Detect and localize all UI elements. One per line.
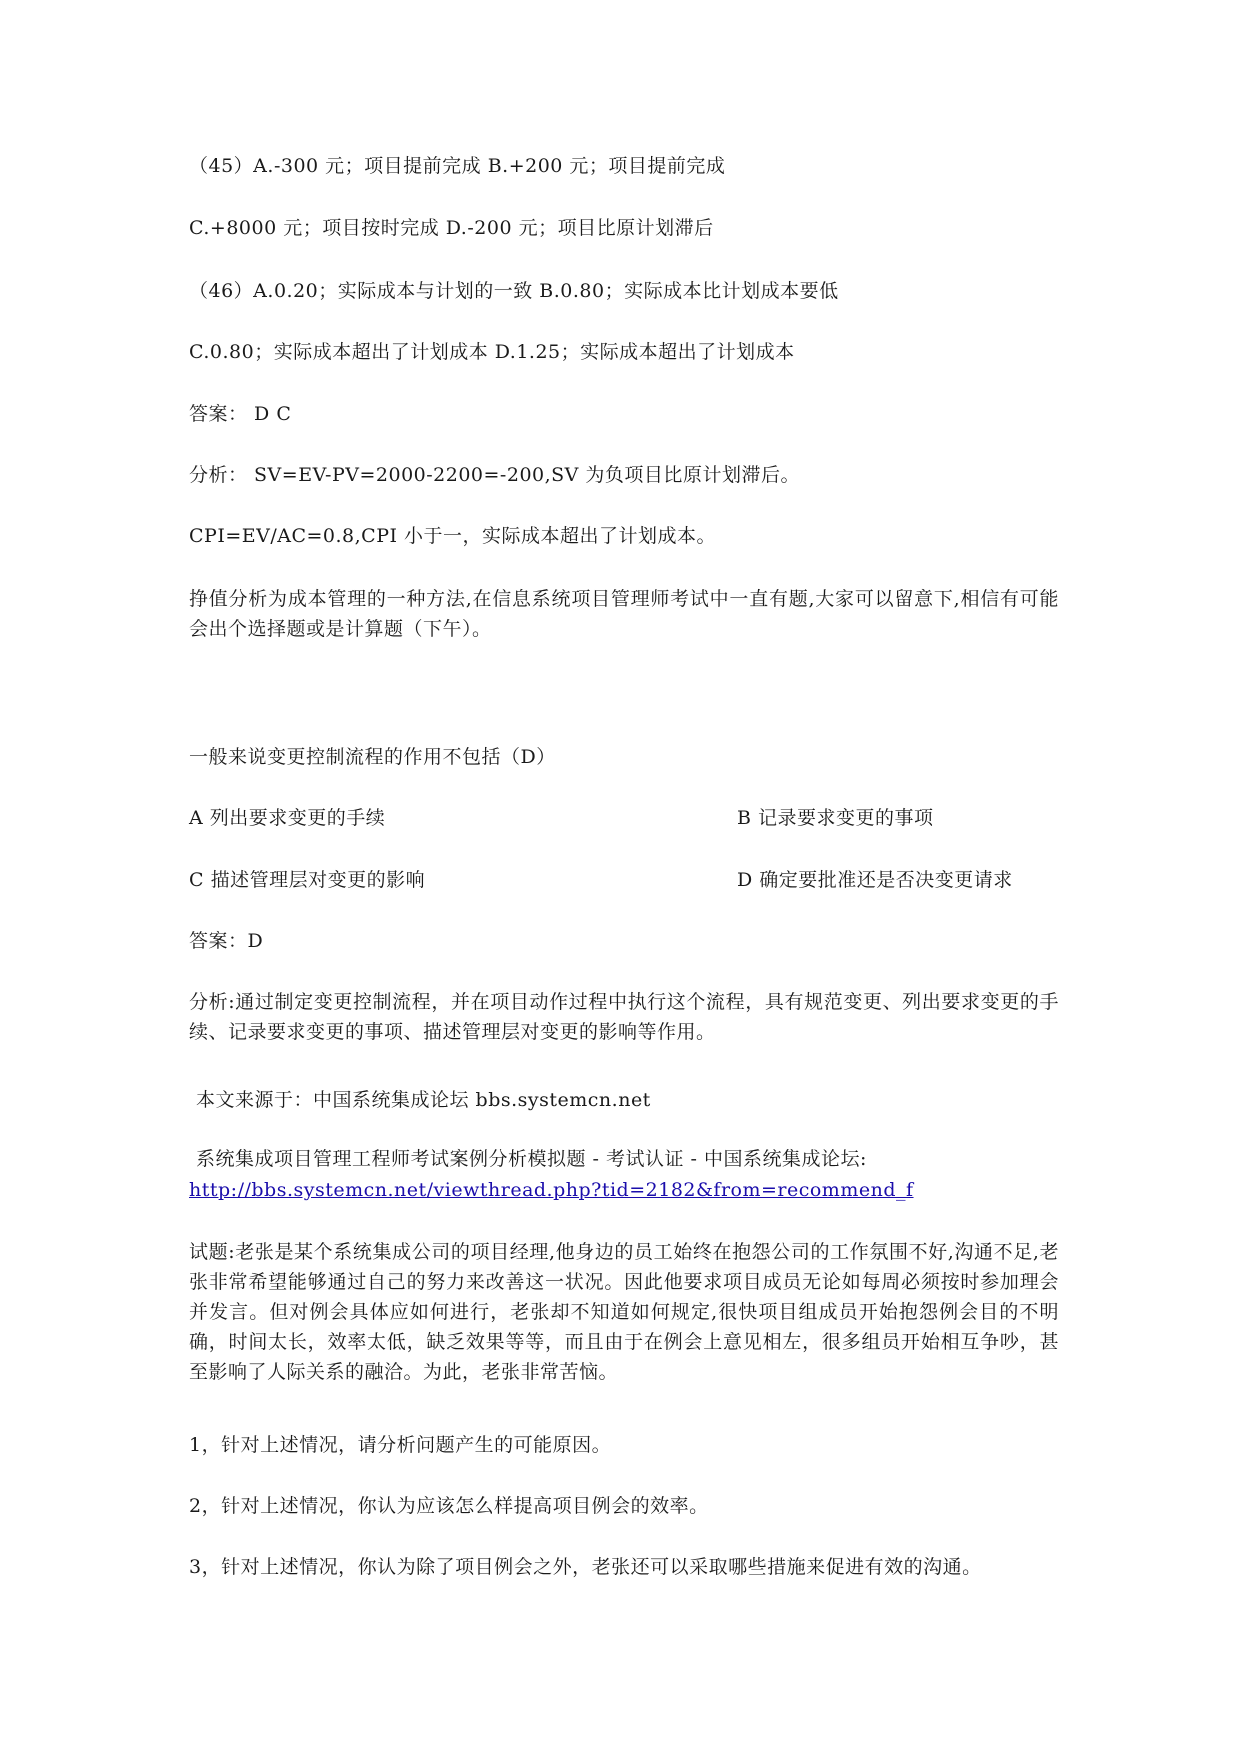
option-d: D 确定要批准还是否决变更请求	[737, 869, 1013, 891]
source-url-link[interactable]: http://bbs.systemcn.net/viewthread.php?tid=2182&from=recommend_f	[189, 1179, 914, 1201]
case-question-2: 2，针对上述情况，你认为应该怎么样提高项目例会的效率。	[189, 1495, 709, 1517]
option-a: A 列出要求变更的手续	[189, 807, 386, 829]
case-question-3: 3，针对上述情况，你认为除了项目例会之外，老张还可以采取哪些措施来促进有效的沟通。	[189, 1556, 982, 1578]
answer-text: 答案：D	[189, 930, 264, 952]
question-46-line-1: （46）A.0.20；实际成本与计划的一致 B.0.80；实际成本比计划成本要低	[189, 280, 839, 302]
analysis-cpi-text: CPI=EV/AC=0.8,CPI 小于一，实际成本超出了计划成本。	[189, 525, 717, 547]
option-b: B 记录要求变更的事项	[737, 807, 934, 829]
option-c: C 描述管理层对变更的影响	[189, 869, 426, 891]
question-46-line-2: C.0.80；实际成本超出了计划成本 D.1.25；实际成本超出了计划成本	[189, 341, 795, 363]
earned-value-note: 挣值分析为成本管理的一种方法,在信息系统项目管理师考试中一直有题,大家可以留意下,相信有可能会出个选择题或是计算题（下午）。	[189, 588, 1059, 640]
source-title: 系统集成项目管理工程师考试案例分析模拟题 - 考试认证 - 中国系统集成论坛:	[196, 1148, 867, 1170]
case-question-1: 1，针对上述情况，请分析问题产生的可能原因。	[189, 1434, 612, 1456]
change-control-question: 一般来说变更控制流程的作用不包括（D）	[189, 746, 556, 768]
answer-text: 答案： D C	[189, 403, 292, 425]
analysis-text: 分析： SV=EV-PV=2000-2200=-200,SV 为负项目比原计划滞后。	[189, 464, 800, 486]
source-origin: 本文来源于：中国系统集成论坛 bbs.systemcn.net	[196, 1089, 651, 1111]
analysis-text: 分析:通过制定变更控制流程，并在项目动作过程中执行这个流程，具有规范变更、列出要求变更的手续、记录要求变更的事项、描述管理层对变更的影响等作用。	[189, 991, 1059, 1043]
question-45-line-2: C.+8000 元；项目按时完成 D.-200 元；项目比原计划滞后	[189, 217, 714, 239]
question-45-line-1: （45）A.-300 元；项目提前完成 B.+200 元；项目提前完成	[189, 155, 726, 177]
case-description: 试题:老张是某个系统集成公司的项目经理,他身边的员工始终在抱怨公司的工作氛围不好,沟通不足,老张非常希望能够通过自己的努力来改善这一状况。因此他要求项目成员无论如每周必须按时参加理会并发言。但对例会具体应如何进行，老张却不知道如何规定,很快项目组成员开始抱怨例会目的不明确，时间太长，效率太低，缺乏效果等等，而且由于在例会上意见相左，很多组员开始相互争吵，甚至影响了人际关系的融洽。为此，老张非常苦恼。	[189, 1241, 1059, 1383]
